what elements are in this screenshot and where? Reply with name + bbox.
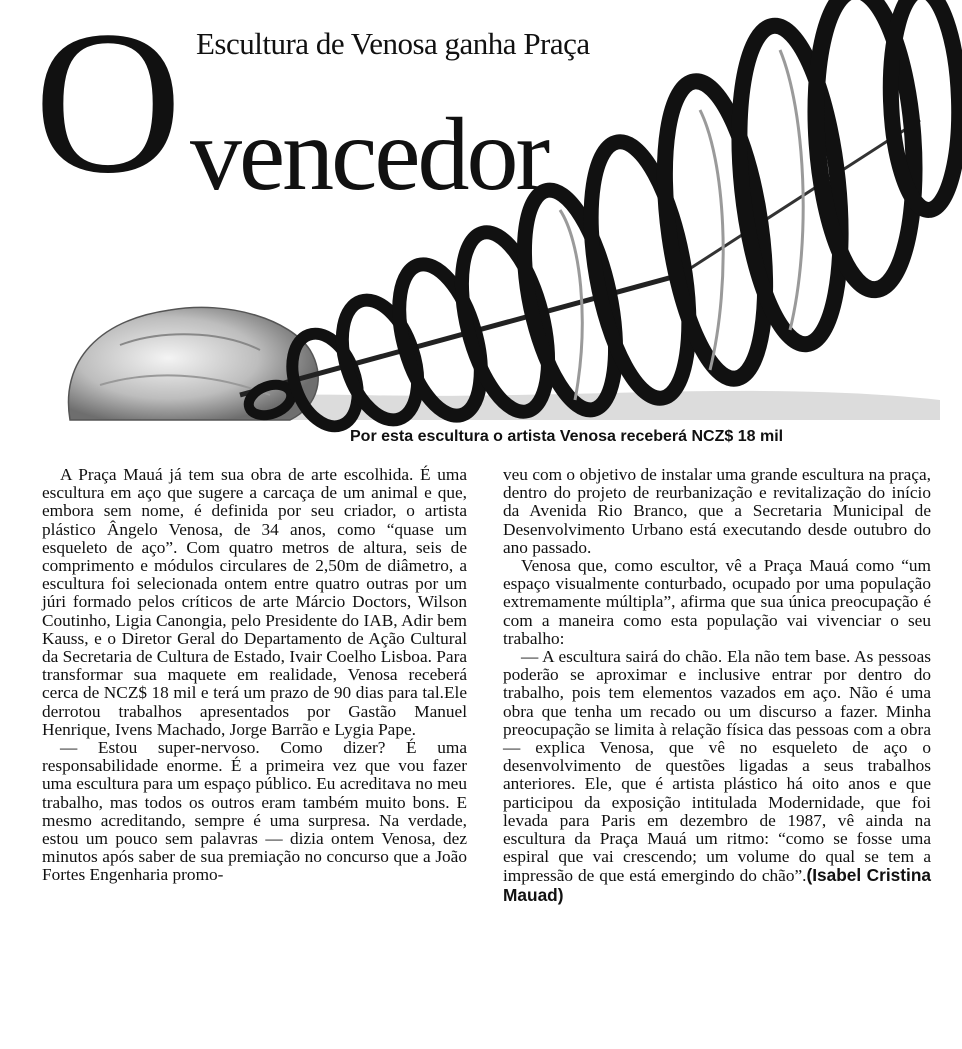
ring-modules [245, 0, 962, 435]
byline: (Isabel Cristina Mauad) [503, 865, 931, 905]
headline-kicker: Escultura de Venosa ganha Praça [196, 26, 590, 61]
paragraph: A Praça Mauá já tem sua obra de arte escolhida. É uma escultura em aço que sugere a carcaça de um animal e que, embora sem nome, é definida por seu criador, o artista plástico Ângelo Venosa, de 34 anos, como “quase um esqueleto de aço”. Com quatro metros de altura, seis de comprimento e módulos circulares de 2,50m de diâmetro, a escultura foi selecionada ontem entre quatro outras por um júri formado pelos críticos de arte Márcio Doctors, Wilson Coutinho, Ligia Canongia, pelo Presidente do IAB, Adir bem Kauss, e o Diretor Geral do Departamento de Ação Cultural da Secretaria de Cultura de Estado, Ivair Coelho Lisboa. Para transformar sua maquete em realidade, Venosa receberá cerca de NCZ$ 18 mil e terá um prazo de 90 dias para tal.Ele derrotou trabalhos apresentados por Gastão Manuel Henrique, Ivens Machado, Jorge Barrão e Lygia Pape. [42, 465, 467, 739]
photo-caption: Por esta escultura o artista Venosa receberá NCZ$ 18 mil [350, 428, 784, 445]
paragraph: — Estou super-nervoso. Como dizer? É uma responsabilidade enorme. É a primeira vez que vou fazer uma escultura para um espaço público. Eu acreditava no meu trabalho, mas todos os outros eram também muito bons. E mesmo acreditando, sempre é uma surpresa. Na verdade, estou um pouco sem palavras — dizia ontem Venosa, dez minutos após saber de sua premiação no concurso que a João Fortes Engenharia promo- [42, 738, 467, 885]
headline-title: vencedor [190, 97, 548, 212]
paragraph: veu com o objetivo de instalar uma grande escultura na praça, dentro do projeto de reurbanização e revitalização do início da Avenida Rio Branco, que a Secretaria Municipal de Desenvolvimento Urbano está executando desde outubro do ano passado. [503, 465, 931, 557]
paragraph-with-byline [503, 648, 931, 905]
paragraph: Venosa que, como escultor, vê a Praça Mauá como “um espaço visualmente conturbado, ocupado por uma população extremamente múltipla”, afirma que sua única preocupação é com a maneira como esta população vai vivenciar o seu trabalho: [503, 556, 931, 648]
article-column-left [42, 466, 467, 885]
headline-initial: O [34, 0, 179, 216]
article-column-right [503, 466, 931, 905]
sculpture-photo [60, 0, 962, 440]
stone-base [68, 307, 318, 420]
paragraph-text: — A escultura sairá do chão. Ela não tem base. As pessoas poderão se aproximar e inclusive entrar por dentro do trabalho, pois tem elementos vazados em aço. Não é uma obra que tenha um recado ou um discurso a fazer. Minha preocupação se limita à relação física das pessoas com a obra — explica Venosa, que vê no esqueleto de aço o desenvolvimento de questões ligadas a seus trabalhos anteriores. Ele, que é artista plástico há oito anos e que participou da exposição intitulada Modernidade, que foi levada para Paris em dezembro de 1987, vê ainda na escultura da Praça Mauá um ritmo: “como se fosse uma espiral que vai crescendo; um volume do qual se tem a impressão de que está emergindo do chão”. [503, 647, 931, 886]
